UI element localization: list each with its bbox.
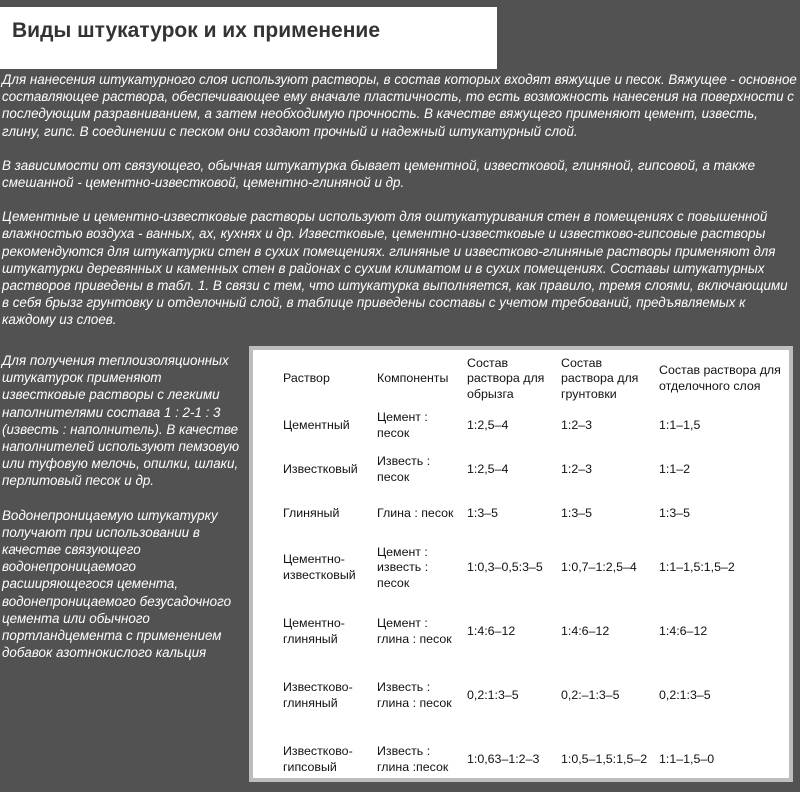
table-cell: 1:3–5 (467, 506, 499, 521)
table-cell: 0,2:–1:3–5 (561, 688, 620, 703)
table-header: Состав раствора для отделочного слоя (659, 363, 781, 393)
table-header: Состав раствора для грунтовки (561, 355, 639, 401)
table-cell: 1:4:6–12 (467, 624, 516, 639)
table-cell: 1:2–3 (561, 462, 593, 477)
table-cell: 1:2–3 (561, 418, 593, 433)
table-header-row (279, 354, 789, 404)
table-header: Компоненты (377, 371, 449, 386)
table-cell: Известково-глиняный (283, 680, 353, 710)
table-cell: 1:0,3–0,5:3–5 (467, 560, 543, 575)
table-cell: 1:1–1,5:1,5–2 (659, 560, 735, 575)
table-cell: 1:2,5–4 (467, 462, 509, 477)
table-cell: 1:3–5 (561, 506, 593, 521)
table-cell: Цементный (283, 418, 350, 433)
side-text (2, 352, 246, 678)
table-cell: Известковый (283, 462, 358, 477)
table-cell: 1:2,5–4 (467, 418, 509, 433)
title-banner (0, 7, 497, 69)
table-row (279, 404, 789, 448)
table-row (279, 448, 789, 492)
table-cell: Известь : песок (377, 454, 431, 484)
table-cell: Цемент : известь : песок (377, 544, 429, 590)
table-cell: 1:1–1,5–0 (659, 752, 715, 767)
table-cell: Известь : глина : песок (377, 680, 452, 710)
table-cell: 1:4:6–12 (659, 624, 708, 639)
table-cell: Цемент : песок (377, 410, 428, 440)
table-cell: 1:0,5–1,5:1,5–2 (561, 752, 648, 767)
table-header: Состав раствора для обрызга (467, 355, 545, 401)
table-row (279, 600, 789, 664)
intro-paragraph: Для нанесения штукатурного слоя используют растворы, в состав которых входят вяжущие и песок. Вяжущее - основное составляющее раствора, обеспечивающее ему вначале пластичность, то есть возможность нанесения на поверхности с последующим разравниванием, а затем необходимую прочность. В качестве вяжущего применяют цемент, известь, глину, гипс. В соединении с песком они создают прочный и надежный штукатурный слой. (2, 72, 797, 139)
table-cell: 1:1–1,5 (659, 418, 701, 433)
side-paragraph: Для получения теплоизоляционных штукатурок применяют известковые растворы с легкими наполнителями состава 1 : 2-1 : 3 (известь : наполнитель). В качестве наполнителей используют пемзовую или туфовую мелочь, опилки, шлаки, перлитовый песок и др. (2, 353, 240, 489)
table-row (279, 536, 789, 600)
table-cell: Цемент : глина : песок (377, 616, 452, 646)
table-header: Раствор (283, 371, 330, 386)
composition-table (279, 354, 789, 792)
table-cell: 0,2:1:3–5 (659, 688, 711, 703)
table-cell: Известково-гипсовый (283, 744, 353, 774)
table-cell: 1:4:6–12 (561, 624, 610, 639)
table-cell: Глина : песок (377, 506, 454, 521)
table-cell: Цементно-известковый (283, 552, 356, 582)
side-paragraph: Водонепроницаемую штукатурку получают при использовании в качестве связующего водонепроницаемого расширяющегося цемента, водонепроницаемого безусадочного цемента или обычного портландцемента с применением добавок азотнокислого кальция (2, 507, 232, 661)
intro-text (2, 71, 798, 346)
table-cell: 0,2:1:3–5 (467, 688, 519, 703)
table-cell: 1:1–2 (659, 462, 691, 477)
table-cell: Известь : глина :песок (377, 744, 449, 774)
table-cell: Цементно-глиняный (283, 616, 345, 646)
table-cell: 1:3–5 (659, 506, 691, 521)
table-cell: Глиняный (283, 506, 340, 521)
composition-table-panel (249, 346, 793, 782)
table-cell: 1:0,7–1:2,5–4 (561, 560, 637, 575)
table-row (279, 664, 789, 728)
page-title: Виды штукатурок и их применение (12, 19, 381, 42)
intro-paragraph: Цементные и цементно-известковые растворы используют для оштукатуривания стен в помещениях с повышенной влажностью воздуха - ванных, ах, кухнях и др. Известковые, цементно-известковые и известково-гипсовые растворы рекомендуются для штукатурки стен в сухих помещениях. глиняные и известково-глиняные растворы применяют для штукатурки деревянных и каменных стен в районах с сухим климатом и в сухих помещениях. Составы штукатурных растворов приведены в табл. 1. В связи с тем, что штукатурка выполняется, как правило, тремя слоями, включающими в себя брызг грунтовку и отделочный слой, в таблице приведены составы с учетом требований, предъявляемых к каждому из слоев. (2, 209, 788, 328)
table-row (279, 492, 789, 536)
intro-paragraph: В зависимости от связующего, обычная штукатурка бывает цементной, известковой, глиняной, гипсовой, а также смешанной - цементно-известковой, цементно-глиняной и др. (2, 157, 756, 191)
table-cell: 1:0,63–1:2–3 (467, 752, 540, 767)
table-row (279, 728, 789, 792)
